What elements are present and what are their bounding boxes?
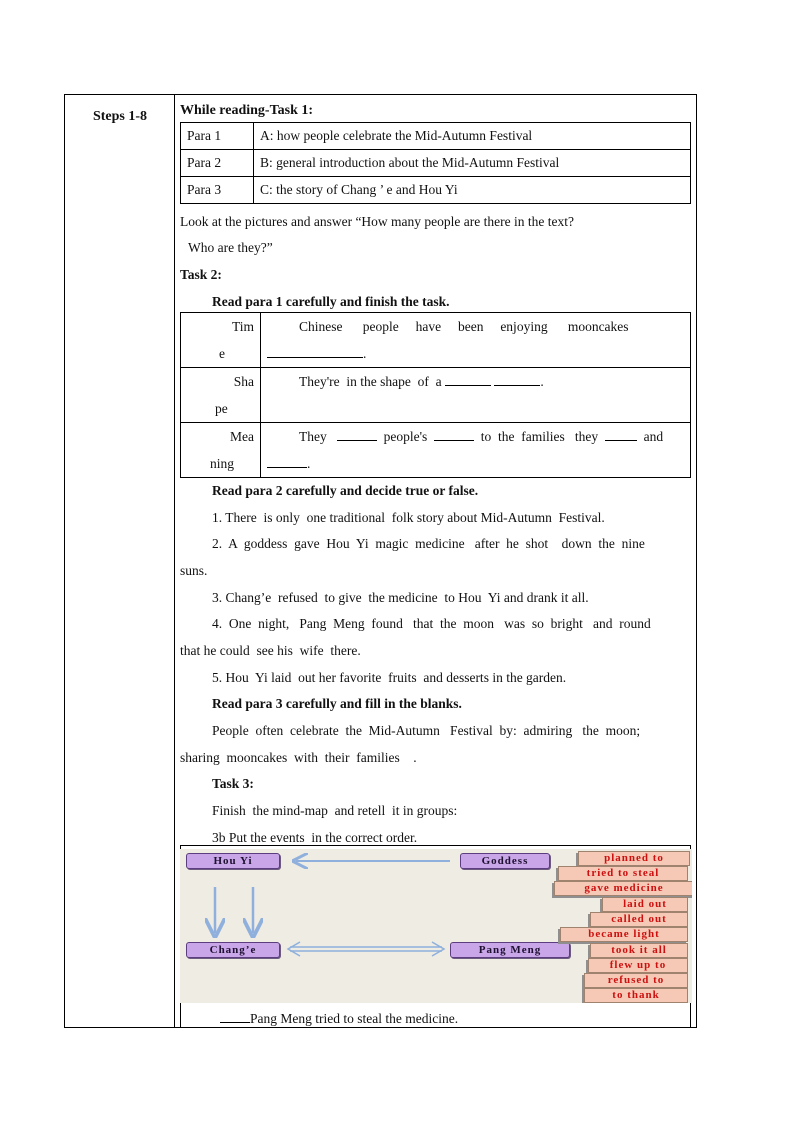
blank[interactable] — [434, 429, 474, 441]
lesson-table — [64, 94, 697, 1028]
row-label-meaning — [181, 423, 261, 478]
read-para1-instruction: Read para 1 carefully and finish the task. — [212, 294, 450, 309]
verb-flew-up-to[interactable]: flew up to — [588, 958, 688, 973]
task3-instruction: 3b Put the events in the correct order. — [212, 830, 418, 845]
time-text: Chinese people have been enjoying mooncakes — [299, 319, 629, 334]
read-para2-instruction: Read para 2 carefully and decide true or false. — [212, 483, 479, 498]
order-item-text: Pang Meng tried to steal the medicine. — [250, 1011, 459, 1026]
blank[interactable] — [337, 429, 377, 441]
table-row — [181, 123, 691, 150]
task3-instruction: Finish the mind-map and retell it in groups: — [212, 803, 458, 818]
mooncake-table — [180, 312, 691, 478]
period: . — [307, 456, 311, 471]
tf-statement-cont: that he could see his wife there. — [180, 643, 361, 658]
row-label-line: Sha — [233, 374, 254, 389]
meaning-word: people's — [383, 429, 428, 444]
tf-statement-cont: suns. — [180, 563, 208, 578]
table-row — [181, 423, 691, 478]
row-label-line: e — [219, 346, 225, 361]
period: . — [363, 346, 367, 361]
steps-label: Steps 1-8 — [92, 109, 148, 124]
task1-match-table — [180, 122, 691, 204]
blank[interactable] — [267, 456, 307, 468]
question-line-2: Who are they?” — [188, 240, 273, 255]
shape-text: They're in the shape of a — [299, 374, 442, 389]
meaning-cell — [261, 423, 691, 478]
para-cell: Para 3 — [181, 177, 254, 204]
shape-line: They're in the shape of a . — [299, 374, 544, 389]
node-pang-meng: Pang Meng — [450, 942, 570, 958]
blank[interactable] — [605, 429, 637, 441]
time-blank-line — [267, 340, 684, 367]
node-hou-yi: Hou Yi — [186, 853, 280, 869]
row-label-line: pe — [215, 401, 228, 416]
order-blank[interactable] — [220, 1011, 250, 1023]
verb-laid-out[interactable]: laid out — [602, 897, 688, 912]
tf-statement: 2. A goddess gave Hou Yi magic medicine after he shot down the nine — [212, 536, 645, 551]
verb-took-it-all[interactable]: took it all — [590, 943, 688, 958]
question-line-1: Look at the pictures and answer “How many people are there in the text? — [180, 214, 574, 229]
row-label-line: Tim — [231, 319, 254, 334]
order-item — [220, 1011, 458, 1027]
verb-gave-medicine[interactable]: gave medicine — [554, 881, 692, 896]
row-label-line: ning — [210, 456, 235, 471]
meaning-word: and — [643, 429, 664, 444]
blank[interactable] — [494, 374, 540, 386]
tf-statement: 4. One night, Pang Meng found that the moon was so bright and round — [212, 616, 651, 631]
para-desc-cell: B: general introduction about the Mid-Autumn Festival — [254, 150, 691, 177]
tf-statement: 5. Hou Yi laid out her favorite fruits and desserts in the garden. — [212, 670, 567, 685]
table-row — [181, 313, 691, 368]
blank[interactable] — [445, 374, 491, 386]
time-cell — [261, 313, 691, 368]
meaning-blank-line — [267, 450, 684, 477]
tf-statement: 3. Chang’e refused to give the medicine to Hou Yi and drank it all. — [212, 590, 589, 605]
table-row — [181, 368, 691, 423]
verb-tried-to-steal[interactable]: tried to steal — [558, 866, 688, 881]
row-label-line: Mea — [230, 429, 254, 444]
read-para3-instruction: Read para 3 carefully and fill in the blanks. — [212, 696, 462, 711]
task1-heading: While reading-Task 1: — [180, 103, 314, 118]
verb-to-thank[interactable]: to thank — [584, 988, 688, 1003]
meaning-word: to the families they — [480, 429, 599, 444]
verb-became-light[interactable]: became light — [560, 927, 688, 942]
verb-called-out[interactable]: called out — [590, 912, 688, 927]
task3-heading: Task 3: — [212, 776, 254, 791]
row-label-shape — [181, 368, 261, 423]
meaning-line — [267, 423, 684, 450]
para-cell: Para 1 — [181, 123, 254, 150]
shape-cell — [261, 368, 691, 423]
table-row — [181, 150, 691, 177]
row-label-time — [181, 313, 261, 368]
arrow-head-right — [432, 942, 444, 956]
node-change: Chang’e — [186, 942, 280, 958]
tf-statement: 1. There is only one traditional folk story about Mid-Autumn Festival. — [212, 510, 605, 525]
verb-planned-to[interactable]: planned to — [578, 851, 690, 866]
para-desc-cell: A: how people celebrate the Mid-Autumn Festival — [254, 123, 691, 150]
para-desc-cell: C: the story of Chang ’ e and Hou Yi — [254, 177, 691, 204]
arrow-head-left — [288, 942, 300, 956]
verb-refused-to[interactable]: refused to — [584, 973, 688, 988]
para-cell: Para 2 — [181, 150, 254, 177]
blank[interactable] — [267, 346, 363, 358]
fill-line: People often celebrate the Mid-Autumn Festival by: admiring the moon; — [212, 723, 641, 738]
meaning-text: They — [299, 429, 327, 444]
steps-column — [65, 95, 175, 1027]
table-row — [181, 177, 691, 204]
mind-map-image — [180, 849, 692, 1003]
node-goddess: Goddess — [460, 853, 550, 869]
fill-line: sharing mooncakes with their families . — [180, 750, 417, 765]
task2-heading: Task 2: — [180, 267, 222, 282]
